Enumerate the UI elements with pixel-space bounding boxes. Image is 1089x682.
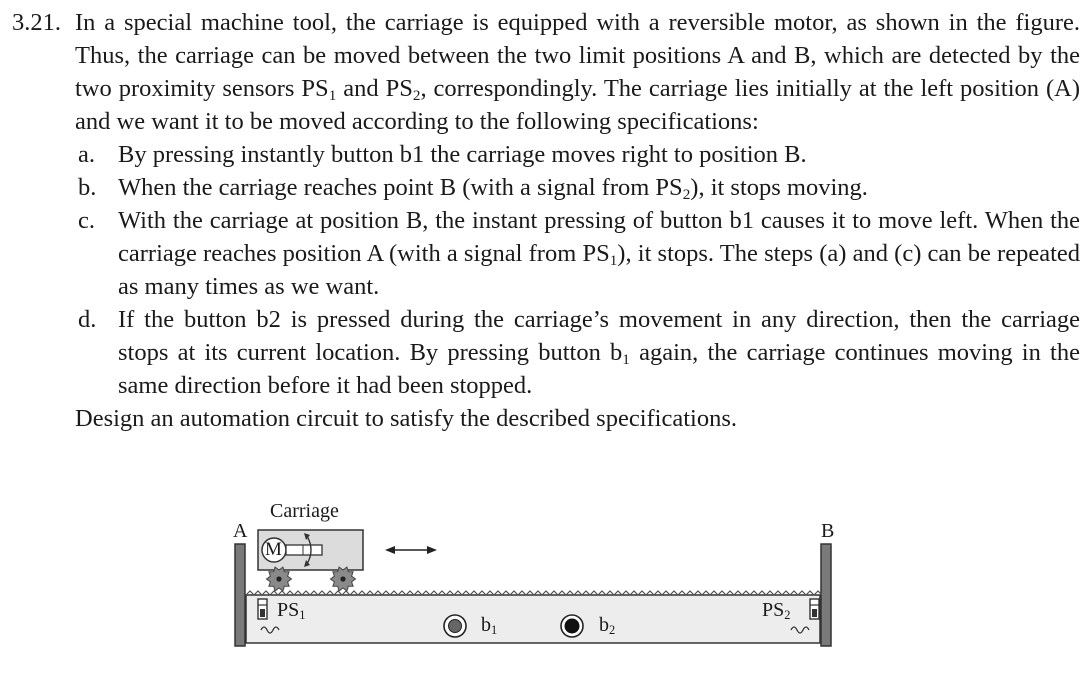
intro-text-2: and PS — [336, 75, 413, 102]
spec-text-2: ), it stops. The steps (a) and (c) can be repeated as many times as we want. — [118, 240, 1080, 300]
b2-label — [599, 614, 615, 637]
intro-sub-1: 1 — [328, 87, 337, 105]
button-b1-core — [449, 620, 462, 633]
intro-text-3: , correspondingly. The carriage lies initially at the left position (A) and we want it to be moved according to the following specifications: — [75, 75, 1080, 135]
intro-text-1: In a special machine tool, the carriage is equipped with a reversible motor, as shown in the figure. Thus, the carriage can be moved between the two limit positions A and B, which are detected by the two proximity sensors PS — [75, 9, 1080, 102]
ps1-sensor-core — [260, 609, 265, 617]
spec-item-b — [75, 171, 1080, 204]
spec-sub: 1 — [609, 252, 618, 270]
problem-body — [75, 6, 1080, 435]
ps2-label-sub: 2 — [784, 608, 791, 623]
machine-figure — [225, 500, 845, 650]
gear-hub — [340, 576, 345, 581]
spec-marker: b. — [78, 174, 97, 201]
spec-text: With the carriage at position B, the instant pressing of button b1 causes it to move left. When the carriage reaches position A (with a signal from PS — [118, 207, 1080, 267]
limit-label-a: A — [233, 520, 248, 542]
problem-intro — [75, 6, 1080, 138]
spec-marker: c. — [78, 207, 95, 234]
spec-text: When the carriage reaches point B (with a signal from PS — [118, 174, 683, 201]
spec-marker: d. — [78, 306, 97, 333]
ps1-label-sub: 1 — [299, 608, 306, 623]
spec-item-a — [75, 138, 1080, 171]
base-rail — [246, 595, 820, 643]
spec-item-c — [75, 204, 1080, 303]
spec-sub: 1 — [622, 351, 630, 369]
direction-arrow-right-icon — [427, 546, 437, 554]
direction-arrow-left-icon — [385, 546, 395, 554]
ps1-label-base: PS — [277, 599, 300, 621]
limit-wall-a — [235, 544, 245, 646]
spec-text-2: again, the carriage continues moving in the same direction before it had been stopped. — [118, 339, 1080, 399]
spec-text: By pressing instantly button b1 the carriage moves right to position B. — [118, 141, 807, 168]
b2-label-sub: 2 — [609, 623, 616, 638]
problem-closing: Design an automation circuit to satisfy the described specifications. — [75, 405, 737, 432]
b1-label — [481, 614, 497, 637]
specification-list — [75, 138, 1080, 402]
spec-text: If the button b2 is pressed during the carriage’s movement in any direction, then the carriage stops at its current location. By pressing button b — [118, 306, 1080, 366]
limit-wall-b — [821, 544, 831, 646]
carriage-label: Carriage — [270, 500, 339, 522]
button-b2-core — [565, 619, 580, 634]
limit-label-b: B — [821, 520, 835, 542]
motor-shaft — [286, 545, 322, 555]
b1-label-sub: 1 — [491, 623, 498, 638]
spec-item-d — [75, 303, 1080, 402]
motor-label: M — [265, 539, 282, 560]
spec-marker: a. — [78, 141, 95, 168]
ps2-label-base: PS — [762, 599, 785, 621]
spec-text-2: ), it stops moving. — [690, 174, 868, 201]
spec-sub: 2 — [682, 186, 691, 204]
ps2-label — [762, 599, 790, 622]
ps2-sensor-core — [812, 609, 817, 617]
problem-text — [0, 6, 1080, 435]
b1-label-base: b — [481, 614, 491, 636]
b2-label-base: b — [599, 614, 609, 636]
intro-sub-2: 2 — [412, 87, 421, 105]
gear-hub — [276, 576, 281, 581]
problem-number: 3.21. — [12, 9, 61, 36]
ps1-label — [277, 599, 305, 622]
